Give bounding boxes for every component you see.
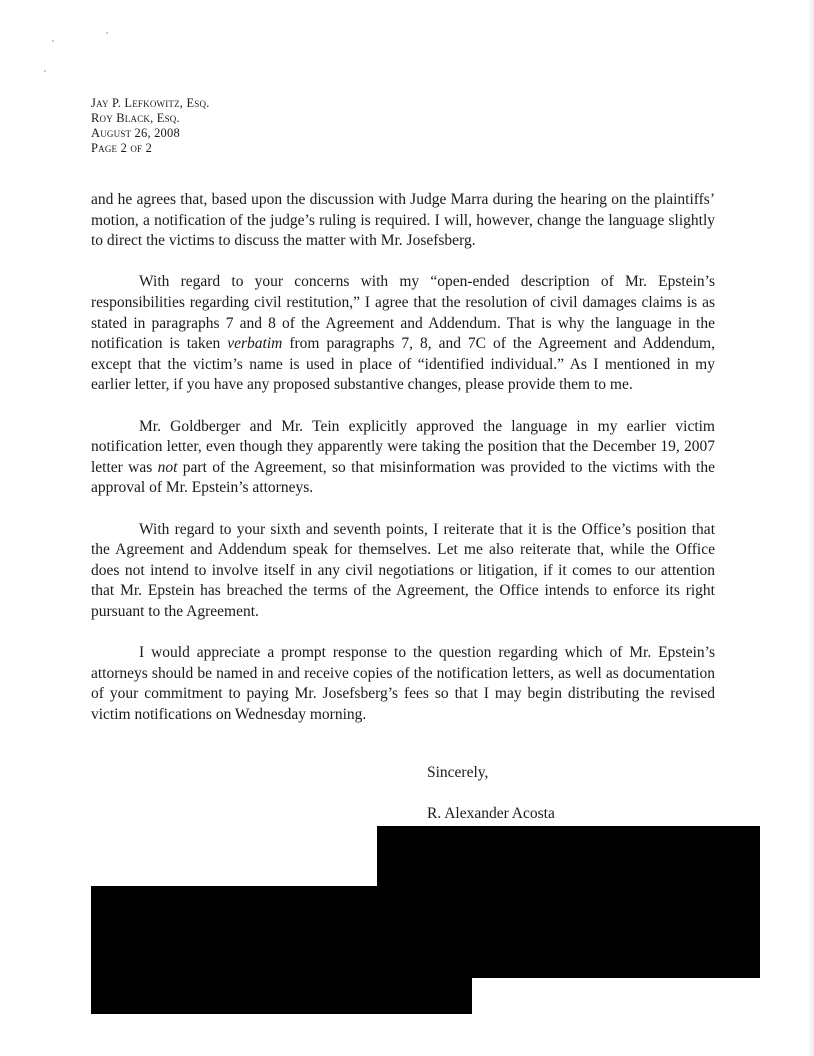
- redaction-block: [91, 886, 472, 1014]
- italic-text: verbatim: [227, 335, 283, 353]
- page-edge-shadow: [808, 0, 814, 1056]
- body-paragraph: [91, 417, 715, 499]
- letter-header: [91, 96, 210, 156]
- paragraph-text: I would appreciate a prompt response to the question regarding which of Mr. Epstein’s attorneys should be named in and receive copies of the notification letters, as well as documentation of your commitment to paying Mr. Josefsberg’s fees so that I may begin distributing the revised victim notifications on Wednesday morning.: [91, 644, 715, 723]
- paragraph-text: With regard to your sixth and seventh points, I reiterate that it is the Office’s position that the Agreement and Addendum speak for themselves. Let me also reiterate that, while the Office does not intend to involve itself in any civil negotiations or litigation, if it comes to our attention that Mr. Epstein has breached the terms of the Agreement, the Office intends to enforce its right pursuant to the Agreement.: [91, 520, 715, 620]
- recipient-name-1: Jay P. Lefkowitz, Esq.: [91, 96, 210, 110]
- letter-date: August 26, 2008: [91, 126, 180, 140]
- body-paragraph: [91, 520, 715, 623]
- scan-speck: [106, 32, 108, 34]
- paragraph-text: from paragraphs 7, 8, and 7C of the Agreement and Addendum, except that the victim’s name is used in place of “identified individual.” As I mentioned in my earlier letter, if you have any proposed substantive changes, please provide them to me.: [91, 335, 715, 394]
- body-paragraph: [91, 643, 715, 725]
- closing-salutation: Sincerely,: [427, 764, 489, 781]
- paragraph-text: Mr. Goldberger and Mr. Tein explicitly approved the language in my earlier victim notification letter, even though they apparently were taking the position that the December 19, 2007 letter was: [91, 417, 715, 476]
- paragraph-text: and he agrees that, based upon the discussion with Judge Marra during the hearing on the plaintiffs’ motion, a notification of the judge’s ruling is required. I will, however, change the language slightly to direct the victims to discuss the matter with Mr. Josefsberg.: [91, 191, 715, 250]
- paragraph-text: part of the Agreement, so that misinformation was provided to the victims with the approval of Mr. Epstein’s attorneys.: [91, 458, 715, 497]
- italic-text: not: [157, 458, 178, 476]
- signer-name: R. Alexander Acosta: [427, 805, 555, 822]
- paragraph-text: With regard to your concerns with my “open-ended description of Mr. Epstein’s responsibilities regarding civil restitution,” I agree that the resolution of civil damages claims is as stated in paragraphs 7 and 8 of the Agreement and Addendum. That is why the language in the notification is taken: [91, 273, 715, 353]
- recipient-name-2: Roy Black, Esq.: [91, 111, 180, 125]
- body-paragraph: [91, 272, 715, 396]
- body-paragraph: [91, 190, 715, 252]
- scan-speck: [44, 70, 46, 72]
- page-number: Page 2 of 2: [91, 141, 153, 155]
- letter-body: [91, 190, 715, 746]
- scan-speck: [52, 40, 54, 42]
